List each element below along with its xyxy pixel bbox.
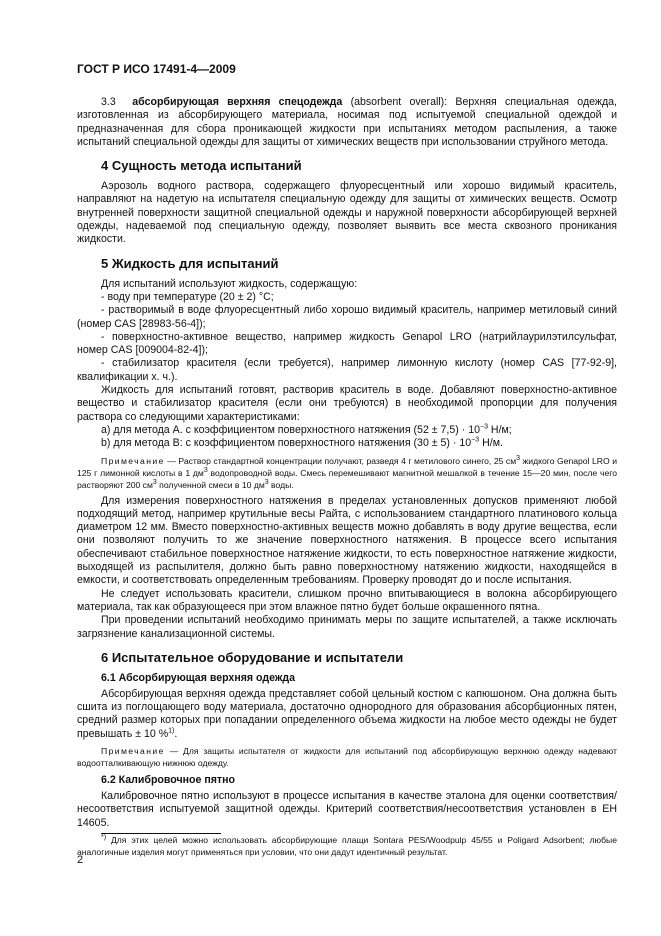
section-5-paragraph: Жидкость для испытаний готовят, растворив краситель в воде. Добавляют поверхностно-активное вещество и стабилизатор красителя (если они требуются) в необходимой пропорции для получения раствора со следующими характеристиками:	[77, 384, 617, 423]
section-5-title: 5 Жидкость для испытаний	[101, 255, 279, 271]
section-5-paragraph: Для измерения поверхностного натяжения в пределах установленных допусков применяют любой подходящий метод, например крутильные весы Райта, с использованием стандартного платинового кольца диаметром 12 мм. Вместо поверхностно-активных веществ можно добавлять в воду другие вещества, если они позволяют получить то же значение поверхностного натяжения. В процессе всего испытания обеспечивают стабильное поверхностное натяжение жидкости, то есть поверхностное натяжение жидкости, выходящей из распылителя, должно быть равно поверхностному натяжению жидкости, находящейся в емкости, и соответствовать определенным требованиям. Проверку проводят до и после испытания.	[77, 494, 617, 587]
subsection-6-1-paragraph: Абсорбирующая верхняя одежда представляет собой цельный костюм с капюшоном. Она должна быть сшита из поглощающего воду материала, достаточно однородного для образования абсорбционных пятен, средний размер которых при попадании определенного объема жидкости на любое место одежды не будет превышать ± 10 %$^{1)}$.	[77, 687, 617, 740]
page-content	[77, 96, 617, 858]
definition-text: (absorbent overall): Верхняя специальная одежда, изготовленная из абсорбирующего материала, носимая под испытуемой специальной одеждой и предназначенная для сбора проникающей жидкости при испытаниях методом распыления, а также испытаний специальной одежды для защиты от химических веществ при использовании струйного метода.	[77, 96, 618, 148]
subsection-6-2-paragraph: Калибровочное пятно используют в процессе испытания в качестве эталона для оценки соответствия/несоответствия испытуемой защитной одежды. Критерий соответствия/несоответствия установлен в ЕН 14605.	[77, 789, 617, 829]
note-1: Примечание — Раствор стандартной концентрации получают, разведя 4 г метилового синего, 25 $см^3$ жидкого Genapol LRO и 125 г лимонной кислоты в 1 $дм^3$ водопроводной воды. Смесь перемешивают магнитной мешалкой в течение 15—20 мин, после чего растворяют 200 $см^3$ полученной смеси в 10 $дм^3$ воды.	[77, 454, 617, 490]
definition-3-3	[77, 96, 617, 149]
method-b-requirement: b) для метода В: с коэффициентом поверхностного натяжения $(30 \pm 5) \cdot 10^{-3}$ Н/м.	[101, 436, 503, 450]
note-2: Примечание — Для защиты испытателя от жидкости для испытаний под абсорбирующую верхнюю одежду надевают водоотталкивающую нижнюю одежду.	[77, 745, 617, 768]
section-5-intro: Для испытаний используют жидкость, содержащую:	[101, 277, 358, 290]
list-item: - воду при температуре (20 ± 2) °С;	[101, 290, 274, 303]
section-4-title: 4 Сущность метода испытаний	[101, 158, 302, 174]
section-6-title: 6 Испытательное оборудование и испытатели	[101, 649, 404, 665]
page-number: 2	[77, 854, 84, 866]
method-a-requirement: а) для метода А. с коэффициентом поверхностного натяжения $(52 \pm 7,5) \cdot 10^{-3}$ Н/м;	[101, 423, 512, 436]
list-item: - стабилизатор красителя (если требуется), например лимонную кислоту (номер CAS [77-92-9], квалификации х. ч.).	[77, 357, 617, 383]
subsection-6-2-title: 6.2 Калибровочное пятно	[101, 773, 235, 786]
footnote-mark: *)	[101, 834, 107, 842]
list-item: - растворимый в воде флуоресцентный либо хорошо видимый краситель, например метиловый синий (номер CAS [28983-56-4]);	[77, 304, 617, 330]
section-5-paragraph: При проведении испытаний необходимо принимать меры по защите испытателей, а также исключать загрязнение канализационной системы.	[77, 614, 617, 640]
definition-number: 3.3	[101, 96, 116, 108]
subsection-6-1-title: 6.1 Абсорбирующая верхняя одежда	[101, 671, 295, 684]
standard-header: ГОСТ Р ИСО 17491-4—2009	[77, 62, 236, 76]
section-5-paragraph: Не следует использовать красители, слишком прочно впитывающиеся в волокна абсорбирующего материала, так как образующееся при этом влажное пятно будет больше окрашенного пятна.	[77, 587, 617, 613]
footnote	[77, 834, 617, 858]
footnote-reference: 1)	[168, 727, 175, 735]
definition-term: абсорбирующая верхняя спецодежда	[132, 96, 343, 108]
section-4-paragraph: Аэрозоль водного раствора, содержащего флуоресцентный или хорошо видимый краситель, направляют на надетую на испытателя специальную одежду для защиты от химических веществ. Осмотр внутренней поверхности защитной специальной одежды и наружной поверхности абсорбирующей верхней одежды, надеваемой под специальную одежду, позволяет выявить все места сквозного проникания жидкости.	[77, 180, 617, 246]
footnote-text: Для этих целей можно использовать абсорбирующие плащи Sontara PES/Woodpulp 45/55 и Poligard Adsorbent; любые аналогичные изделия могут применяться при условии, что они дадут идентичный результат.	[77, 834, 617, 857]
list-item: - поверхностно-активное вещество, например жидкость Genapol LRO (натрийлаурилэтилсульфат, номер CAS [009004-82-4]);	[77, 330, 617, 357]
